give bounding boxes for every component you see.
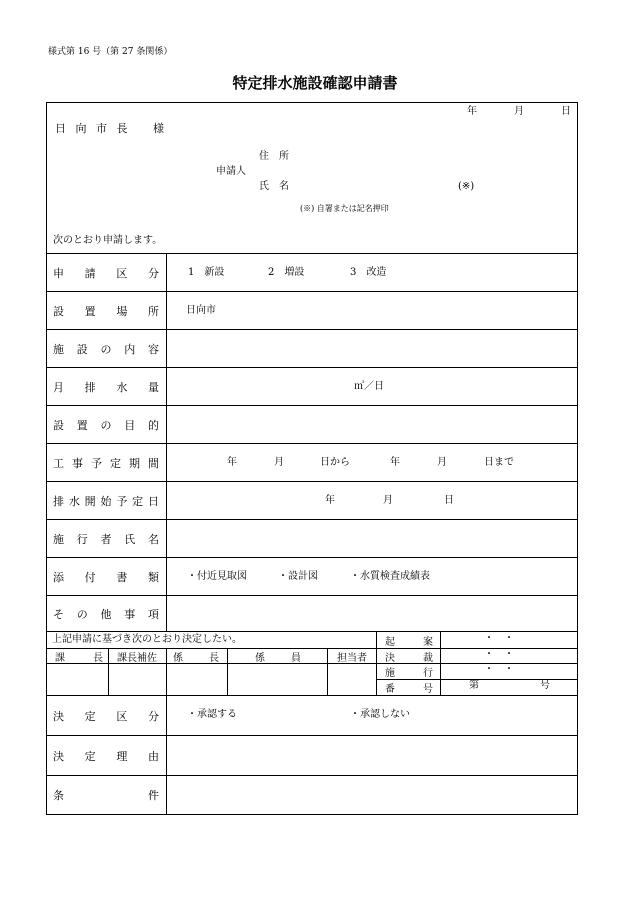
office-grid-bottom	[46, 695, 578, 696]
attachment-design: ・設計図	[278, 571, 318, 582]
label-volume: 月 排 水 量	[53, 381, 159, 394]
row-divider	[46, 557, 578, 558]
header-deputy-chief: 課長補佐	[117, 652, 157, 664]
attachment-map: ・付近見取図	[187, 571, 247, 582]
reason-field[interactable]	[170, 740, 572, 770]
label-location: 設 置 場 所	[53, 305, 159, 318]
row-divider	[46, 329, 578, 330]
issued-date: ・ ・	[484, 664, 514, 675]
label-start-date: 排 水 開 始 予 定 日	[53, 495, 159, 508]
category-option-expand[interactable]: 2 増設	[268, 267, 305, 278]
decision-approve[interactable]: ・承認する	[187, 709, 237, 720]
form-number: 様式第 16 号（第 27 条関係）	[48, 47, 173, 57]
contractor-field[interactable]	[170, 525, 572, 553]
label-column-divider	[166, 695, 167, 815]
period-end-year: 年	[390, 457, 400, 468]
start-month: 月	[383, 495, 393, 506]
approved-date: ・ ・	[484, 649, 514, 660]
header-subsection-chief: 係 長	[173, 652, 219, 664]
page-title: 特定排水施設確認申請書	[232, 74, 398, 92]
decision-statement: 上記申請に基づき次のとおり決定したい。	[52, 634, 242, 645]
row-divider	[46, 367, 578, 368]
addressee: 日 向 市 長	[55, 122, 131, 135]
address-field[interactable]	[295, 162, 545, 174]
label-contractor: 施 行 者 氏 名	[53, 533, 159, 546]
volume-field[interactable]	[170, 375, 350, 401]
period-start-month: 月	[274, 457, 284, 468]
period-end-month: 月	[437, 457, 447, 468]
label-column-divider	[166, 253, 167, 632]
row-divider	[46, 291, 578, 292]
seal-subsection-chief[interactable]	[168, 665, 225, 693]
label-decision: 決 定 区 分	[53, 710, 159, 723]
label-drafted: 起 案	[385, 636, 433, 648]
address-label: 住 所	[259, 151, 289, 162]
attachment-water-test: ・水質検査成績表	[350, 571, 430, 582]
label-contents: 施 設 の 内 容	[53, 343, 159, 356]
label-other: そ の 他 事 項	[53, 608, 159, 621]
row-divider	[46, 775, 578, 776]
name-field[interactable]	[295, 182, 455, 194]
label-approved: 決 裁	[385, 652, 433, 664]
period-start-day: 日から	[320, 457, 350, 468]
header-person-in-charge: 担当者	[337, 652, 367, 664]
period-start-year: 年	[227, 457, 237, 468]
label-reason: 決 定 理 由	[53, 750, 159, 763]
applicant-label: 申請人	[216, 166, 246, 177]
seal-deputy-chief[interactable]	[110, 665, 164, 693]
number-suffix: 号	[540, 680, 550, 691]
decision-reject[interactable]: ・承認しない	[350, 709, 410, 720]
row-divider	[46, 253, 578, 254]
number-prefix: 第	[469, 680, 479, 691]
honorific: 様	[153, 122, 164, 135]
seal-staff[interactable]	[229, 665, 325, 693]
period-end-day: 日まで	[484, 457, 514, 468]
start-year: 年	[325, 495, 335, 506]
label-attachments: 添 付 書 類	[53, 571, 159, 584]
category-option-new[interactable]: 1 新設	[188, 267, 225, 278]
approval-col-divider	[166, 648, 167, 695]
approval-col-divider	[227, 648, 228, 695]
conditions-field[interactable]	[170, 780, 572, 810]
header-staff: 係 員	[255, 652, 301, 664]
row-divider	[46, 519, 578, 520]
row-divider	[46, 735, 578, 736]
label-conditions: 条 件	[53, 789, 159, 802]
other-field[interactable]	[170, 600, 572, 628]
contents-field[interactable]	[170, 335, 572, 363]
row-divider	[46, 443, 578, 444]
start-day: 日	[444, 495, 454, 506]
volume-unit: ㎥／日	[354, 381, 384, 392]
label-number: 番 号	[385, 683, 433, 695]
purpose-field[interactable]	[170, 411, 572, 439]
label-issued: 施 行	[385, 667, 433, 679]
row-divider	[46, 481, 578, 482]
label-category: 申 請 区 分	[53, 267, 159, 280]
header-section-chief: 課 長	[55, 652, 103, 664]
seal-section-chief[interactable]	[48, 665, 106, 693]
date-year: 年	[467, 106, 477, 117]
date-month: 月	[514, 106, 524, 117]
row-divider	[46, 405, 578, 406]
label-purpose: 設 置 の 目 的	[53, 419, 159, 432]
seal-note: (※) 自署または記名押印	[300, 204, 389, 213]
date-day: 日	[561, 106, 571, 117]
seal-person-in-charge[interactable]	[329, 665, 374, 693]
intro-text: 次のとおり申請します。	[53, 235, 163, 246]
location-field[interactable]	[222, 299, 572, 323]
category-option-modify[interactable]: 3 改造	[350, 267, 387, 278]
label-period: 工 事 予 定 期 間	[53, 457, 159, 470]
seal-mark: (※)	[458, 181, 475, 192]
location-value: 日向市	[186, 305, 216, 316]
name-label: 氏 名	[259, 181, 289, 192]
drafted-date: ・ ・	[484, 633, 514, 644]
row-divider	[46, 595, 578, 596]
